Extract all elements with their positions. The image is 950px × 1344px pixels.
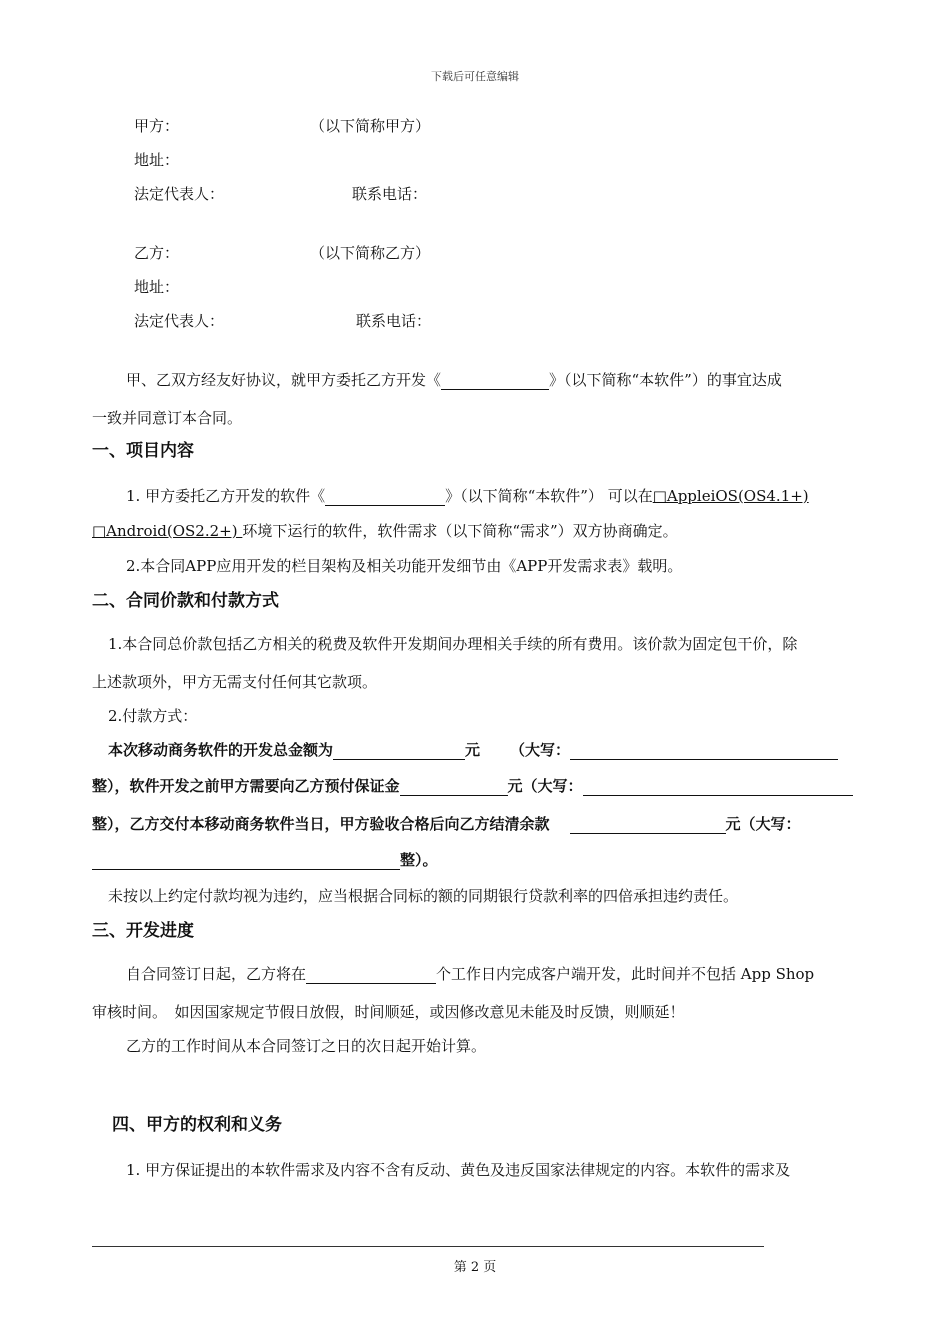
- party-b-address-label: 地址：: [134, 278, 180, 296]
- party-b-phone-label: 联系电话：: [356, 312, 432, 330]
- yuan-label: 元: [465, 741, 481, 759]
- section-1-p2: 2.本合同APP应用开发的栏目架构及相关功能开发细节由《APP开发需求表》载明。: [126, 557, 683, 575]
- workdays-blank[interactable]: [306, 967, 436, 984]
- section-2-p1-line1: 1.本合同总价款包括乙方相关的税费及软件开发期间办理相关手续的所有费用。该价款为固定包干价，除: [108, 635, 798, 653]
- section-2-p1-line2: 上述款项外，甲方无需支付任何其它款项。: [92, 673, 378, 691]
- party-a-phone-label: 联系电话：: [352, 185, 428, 203]
- payment-line-2: [92, 776, 853, 796]
- ios-checkbox-option[interactable]: □AppleiOS(OS4.1+): [652, 487, 809, 505]
- payment-line-3: [92, 814, 801, 834]
- intro-text-post: 》（以下简称“本软件”）的事宜达成: [549, 371, 782, 389]
- android-checkbox-option[interactable]: □Android(OS2.2+): [92, 522, 243, 540]
- intro-line-1: [126, 370, 782, 390]
- section-1-p1-post: 环境下运行的软件，软件需求（以下简称“需求”）双方协商确定。: [242, 522, 678, 540]
- penalty-text: 未按以上约定付款均视为违约，应当根据合同标的额的同期银行贷款利率的四倍承担违约责任。: [108, 887, 739, 905]
- payment-line-4: [92, 850, 438, 870]
- deposit-capital-blank[interactable]: [583, 779, 853, 796]
- balance-end-label: 整）。: [400, 851, 438, 869]
- balance-label: 整），乙方交付本移动商务软件当日，甲方验收合格后向乙方结清余款: [92, 815, 550, 833]
- party-a-label: 甲方：: [134, 117, 180, 135]
- total-amount-blank[interactable]: [333, 743, 465, 760]
- section-1-p1-pre: 1. 甲方委托乙方开发的软件《: [126, 487, 326, 505]
- intro-text-pre: 甲、乙双方经友好协议，就甲方委托乙方开发《: [126, 371, 442, 389]
- total-amount-label: 本次移动商务软件的开发总金额为: [108, 741, 334, 759]
- section-2-title: 二、合同价款和付款方式: [92, 591, 279, 611]
- deposit-amount-blank[interactable]: [400, 779, 508, 796]
- section-1-p1-mid: 》（以下简称“本软件”） 可以在: [445, 487, 653, 505]
- section-3-title: 三、开发进度: [92, 921, 194, 941]
- balance-capital-blank[interactable]: [92, 853, 400, 870]
- section-1-title: 一、项目内容: [92, 441, 194, 461]
- section-2-p2: 2.付款方式：: [108, 707, 198, 725]
- section-3-p1-pre: 自合同签订日起，乙方将在: [126, 965, 307, 983]
- party-a-rep-label: 法定代表人：: [134, 185, 225, 203]
- section-1-p1-line2: [92, 521, 678, 541]
- software-name-blank-2[interactable]: [325, 489, 445, 506]
- intro-line-2: 一致并同意订本合同。: [92, 409, 243, 427]
- section-3-p2: 乙方的工作时间从本合同签订之日的次日起开始计算。: [126, 1037, 487, 1055]
- section-1-p1-line1: [126, 486, 809, 506]
- party-b-label: 乙方：: [134, 244, 180, 262]
- deposit-label: 整），软件开发之前甲方需要向乙方预付保证金: [92, 777, 400, 795]
- deposit-capital-label: 元（大写：: [507, 777, 583, 795]
- capital-label: （大写：: [510, 741, 571, 759]
- software-name-blank[interactable]: [441, 373, 549, 390]
- section-4-p1: 1. 甲方保证提出的本软件需求及内容不含有反动、黄色及违反国家法律规定的内容。本软件的需求及: [126, 1161, 791, 1179]
- section-3-p1-line1: [126, 964, 814, 984]
- balance-capital-label: 元（大写：: [725, 815, 801, 833]
- page-header: 下载后可任意编辑: [431, 70, 519, 83]
- balance-amount-blank[interactable]: [570, 817, 726, 834]
- party-a-note: （以下简称甲方）: [310, 117, 431, 135]
- party-a-address-label: 地址：: [134, 151, 180, 169]
- party-b-rep-label: 法定代表人：: [134, 312, 225, 330]
- total-capital-blank[interactable]: [570, 743, 838, 760]
- section-4-title: 四、甲方的权利和义务: [112, 1115, 282, 1135]
- section-3-p1-post: 个工作日内完成客户端开发，此时间并不包括 App Shop: [436, 965, 815, 983]
- footer-divider: [92, 1246, 764, 1247]
- section-3-p1-line2: 审核时间。 如因国家规定节假日放假，时间顺延，或因修改意见未能及时反馈，则顺延！: [92, 1003, 685, 1021]
- payment-line-1: [108, 740, 838, 760]
- page-number: 第 2 页: [453, 1260, 497, 1275]
- party-b-note: （以下简称乙方）: [310, 244, 431, 262]
